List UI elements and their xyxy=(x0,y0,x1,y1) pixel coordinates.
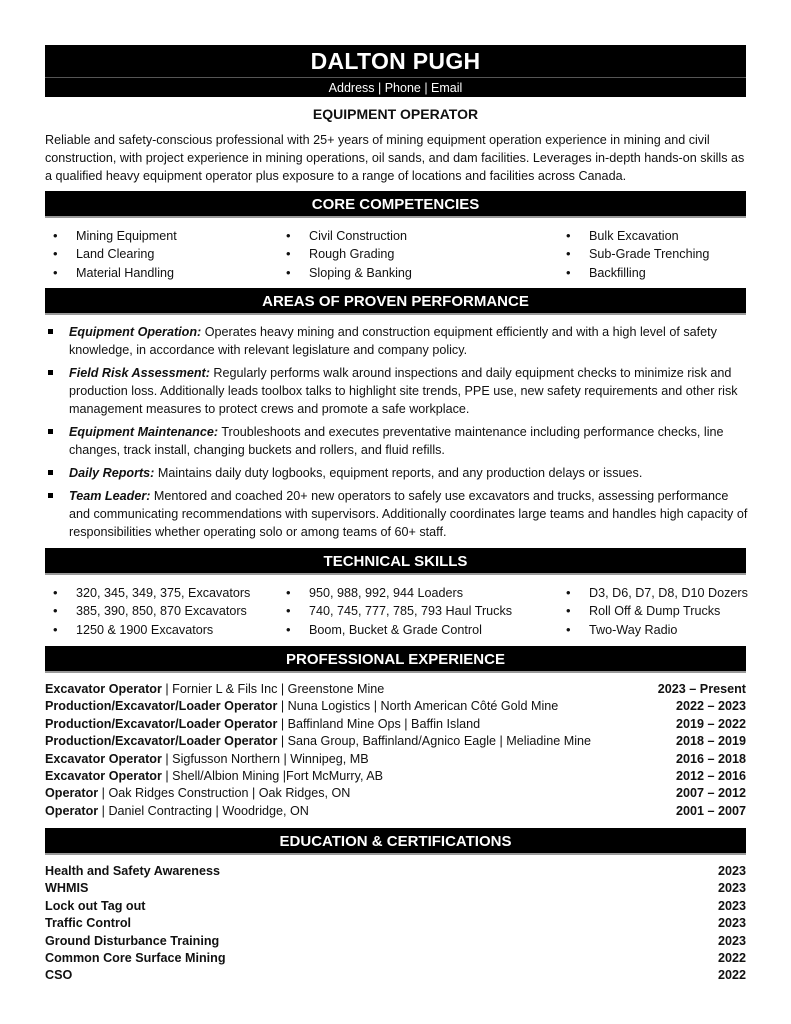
list-item: • Land Clearing xyxy=(45,245,177,263)
list-item: • 320, 345, 349, 375, Excavators xyxy=(45,584,250,602)
list-item: • Civil Construction xyxy=(278,227,412,245)
education-row: Health and Safety Awareness 2023 xyxy=(45,864,746,878)
list-item: Daily Reports: Maintains daily duty logbooks, equipment reports, and any production delays or issues. xyxy=(45,464,750,482)
list-item: • Rough Grading xyxy=(278,245,412,263)
education-row: Common Core Surface Mining 2022 xyxy=(45,950,746,965)
summary-paragraph: Reliable and safety-conscious professional with 25+ years of mining equipment operation experience in mining and civil construction, with project experience in mining operations, oil sands, and dam facilities. Leverages in-depth hands-on skills as a qualified heavy equipment operator plus exposure to a range of locations and facilities across Canada. xyxy=(45,133,745,183)
list-item: • 1250 & 1900 Excavators xyxy=(45,621,250,639)
contact-line: Address | Phone | Email xyxy=(45,77,746,97)
education-row: Traffic Control 2023 xyxy=(45,916,746,931)
list-item: • 950, 988, 992, 944 Loaders xyxy=(278,584,512,602)
list-item: • Backfilling xyxy=(558,264,709,282)
list-item: • 740, 745, 777, 785, 793 Haul Trucks xyxy=(278,602,512,620)
list-item: Team Leader: Mentored and coached 20+ new operators to safely use excavators and trucks, assessing performance and communicating recommendations with supervisors. Additionally coordinates large teams and handles high capacity of responsibilities whether operating solo or among teams of 60+ staff. xyxy=(45,487,750,541)
tech-col-3 xyxy=(558,584,748,639)
education-row: CSO 2022 xyxy=(45,968,746,983)
list-item: • Boom, Bucket & Grade Control xyxy=(278,621,512,639)
experience-row: Excavator Operator | Shell/Albion Mining |Fort McMurry, AB 2012 – 2016 xyxy=(45,768,746,783)
tech-col-2 xyxy=(278,584,512,639)
list-item: • Two-Way Radio xyxy=(558,621,748,639)
education-row: Lock out Tag out 2023 xyxy=(45,898,746,913)
experience-row: Excavator Operator | Sigfusson Northern | Winnipeg, MB 2016 – 2018 xyxy=(45,751,746,766)
core-competencies-heading: CORE COMPETENCIES xyxy=(45,191,746,218)
education-row: WHMIS 2023 xyxy=(45,881,746,896)
experience-row: Operator | Oak Ridges Construction | Oak Ridges, ON 2007 – 2012 xyxy=(45,786,746,801)
list-item: • 385, 390, 850, 870 Excavators xyxy=(45,602,250,620)
experience-row: Excavator Operator | Fornier L & Fils Inc | Greenstone Mine 2023 – Present xyxy=(45,682,746,696)
technical-skills-heading: TECHNICAL SKILLS xyxy=(45,548,746,575)
performance-list xyxy=(45,323,750,546)
experience-row: Production/Excavator/Loader Operator | Sana Group, Baffinland/Agnico Eagle | Meliadine Mine 2018 – 2019 xyxy=(45,734,746,749)
experience-list xyxy=(45,681,746,820)
education-heading: EDUCATION & CERTIFICATIONS xyxy=(45,828,746,855)
core-col-1 xyxy=(45,227,177,282)
list-item: • Sloping & Banking xyxy=(278,264,412,282)
list-item: • Roll Off & Dump Trucks xyxy=(558,602,748,620)
list-item: Equipment Maintenance: Troubleshoots and executes preventative maintenance including performance checks, line changes, track install, changing buckets and rollers, and fluid refills. xyxy=(45,423,750,459)
list-item: • D3, D6, D7, D8, D10 Dozers xyxy=(558,584,748,602)
job-title: EQUIPMENT OPERATOR xyxy=(312,106,479,122)
experience-row: Operator | Daniel Contracting | Woodridge, ON 2001 – 2007 xyxy=(45,803,746,818)
list-item: • Sub-Grade Trenching xyxy=(558,245,709,263)
list-item: • Material Handling xyxy=(45,264,177,282)
list-item: • Bulk Excavation xyxy=(558,227,709,245)
list-item: • Mining Equipment xyxy=(45,227,177,245)
experience-heading: PROFESSIONAL EXPERIENCE xyxy=(45,646,746,673)
tech-col-1 xyxy=(45,584,250,639)
performance-heading: AREAS OF PROVEN PERFORMANCE xyxy=(45,288,746,315)
list-item: Field Risk Assessment: Regularly performs walk around inspections and daily equipment checks to minimize risk and production loss. Additionally leads toolbox talks to highlight site trends, PPE use, new safety requirements and other risk management measures to protect crews and promote a safe workplace. xyxy=(45,364,750,418)
core-col-2 xyxy=(278,227,412,282)
experience-row: Production/Excavator/Loader Operator | Nuna Logistics | North American Côté Gold Mine 2022 – 2023 xyxy=(45,699,746,714)
candidate-name: DALTON PUGH xyxy=(45,45,746,77)
experience-row: Production/Excavator/Loader Operator | Baffinland Mine Ops | Baffin Island 2019 – 2022 xyxy=(45,716,746,731)
education-list xyxy=(45,863,746,985)
list-item: Equipment Operation: Operates heavy mining and construction equipment efficiently and with a high level of safety knowledge, in accordance with relevant legislature and company policy. xyxy=(45,323,750,359)
core-col-3 xyxy=(558,227,709,282)
education-row: Ground Disturbance Training 2023 xyxy=(45,933,746,948)
